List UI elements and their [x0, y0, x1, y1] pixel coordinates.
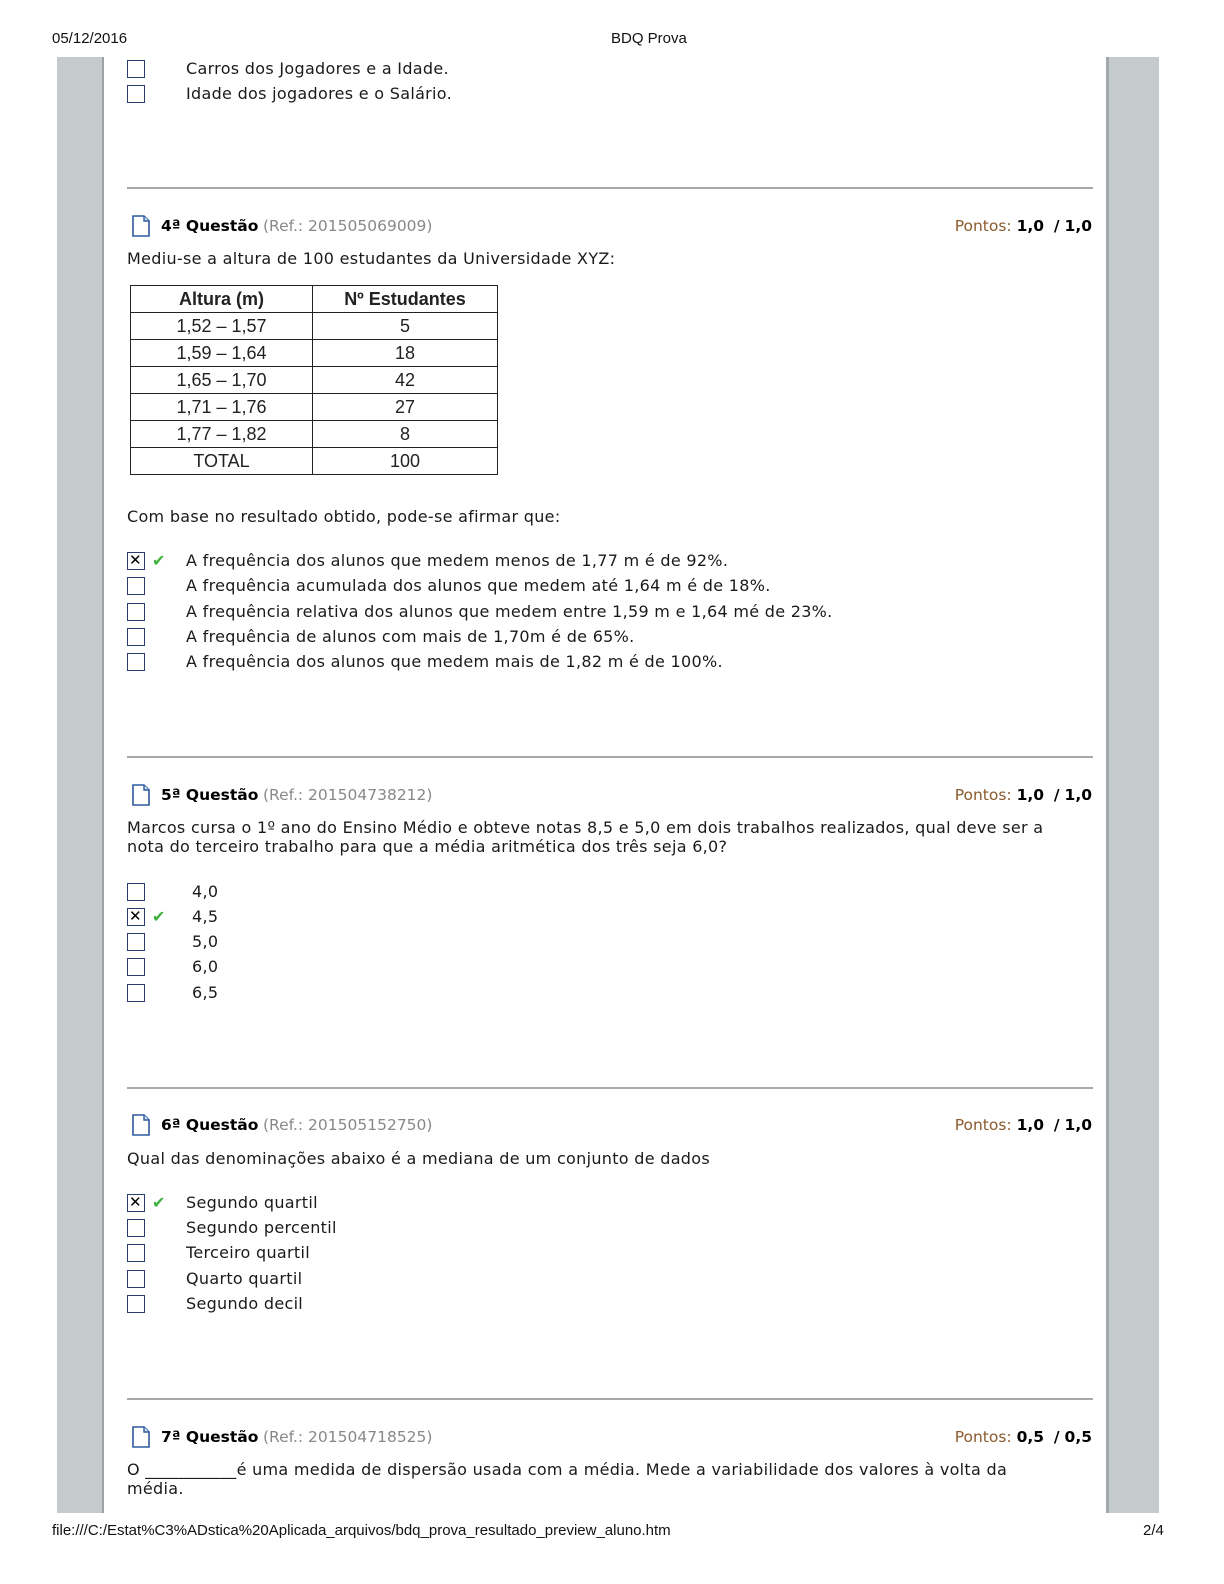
checkbox-checked[interactable] [127, 908, 145, 926]
option-label: Idade dos jogadores e o Salário. [186, 84, 452, 103]
table-cell: 8 [313, 421, 498, 448]
checkbox[interactable] [127, 1219, 145, 1237]
option-label: Terceiro quartil [186, 1243, 310, 1262]
checkbox[interactable] [127, 883, 145, 901]
checkbox[interactable] [127, 1270, 145, 1288]
question-divider [127, 187, 1093, 189]
points-label: Pontos: [954, 1116, 1012, 1134]
checkbox[interactable] [127, 603, 145, 621]
points-value: 1,0 [1016, 217, 1045, 235]
table-cell: TOTAL [131, 448, 313, 475]
q4-option-4[interactable] [127, 628, 927, 650]
option-label: A frequência de alunos com mais de 1,70m é de 65%. [186, 627, 635, 646]
right-gutter [1106, 57, 1159, 1513]
q6-option-4[interactable] [127, 1270, 527, 1292]
table-cell: 18 [313, 340, 498, 367]
q5-header [132, 786, 1092, 810]
points-label: Pontos: [954, 786, 1012, 804]
points-label: Pontos: [954, 217, 1012, 235]
print-page-number: 2/4 [1143, 1522, 1164, 1539]
q5-statement-line2: nota do terceiro trabalho para que a média aritmética dos três seja 6,0? [127, 837, 728, 856]
checkbox-checked[interactable] [127, 1194, 145, 1212]
option-label: A frequência dos alunos que medem menos de 1,77 m é de 92%. [186, 551, 729, 570]
question-divider [127, 1398, 1093, 1400]
option-label: 5,0 [192, 932, 219, 951]
table-total-row [131, 448, 498, 475]
checkbox[interactable] [127, 933, 145, 951]
option-label: A frequência acumulada dos alunos que medem até 1,64 m é de 18%. [186, 576, 771, 595]
table-row [131, 340, 498, 367]
question-divider [127, 1087, 1093, 1089]
points-separator: / [1053, 217, 1060, 235]
option-label: A frequência relativa dos alunos que medem entre 1,59 m e 1,64 mé de 23%. [186, 602, 833, 621]
q5-option-2[interactable] [127, 908, 427, 930]
checkbox[interactable] [127, 577, 145, 595]
q3-option-2[interactable] [127, 85, 627, 107]
option-label: 4,5 [192, 907, 219, 926]
points-separator: / [1053, 1116, 1060, 1134]
table-cell: 1,65 – 1,70 [131, 367, 313, 394]
points-value: 1,0 [1016, 1116, 1045, 1134]
print-date: 05/12/2016 [52, 30, 128, 47]
column-header: Altura (m) [131, 286, 313, 313]
q6-statement: Qual das denominações abaixo é a mediana de um conjunto de dados [127, 1149, 710, 1168]
q6-option-2[interactable] [127, 1219, 527, 1241]
option-label: Segundo percentil [186, 1218, 337, 1237]
q4-header [132, 217, 1092, 241]
table-row [131, 421, 498, 448]
points [955, 217, 1092, 235]
q6-header [132, 1116, 1092, 1140]
table-cell: 27 [313, 394, 498, 421]
option-label: 4,0 [192, 882, 219, 901]
question-ref: (Ref.: 201505152750) [263, 1116, 433, 1134]
question-ref: (Ref.: 201505069009) [263, 217, 433, 235]
height-frequency-table [130, 285, 498, 475]
table-cell: 100 [313, 448, 498, 475]
table-cell: 42 [313, 367, 498, 394]
checkbox-checked[interactable] [127, 552, 145, 570]
points [955, 1428, 1092, 1446]
q4-option-2[interactable] [127, 577, 927, 599]
document-icon [132, 215, 150, 237]
question-number: 5ª Questão [161, 786, 259, 804]
checkbox[interactable] [127, 1244, 145, 1262]
document-icon [132, 1426, 150, 1448]
table-header-row [131, 286, 498, 313]
option-label: Segundo quartil [186, 1193, 318, 1212]
question-ref: (Ref.: 201504718525) [263, 1428, 433, 1446]
points [955, 786, 1092, 804]
option-label: Carros dos Jogadores e a Idade. [186, 59, 449, 78]
points-max: 1,0 [1064, 1116, 1092, 1134]
q6-option-1[interactable] [127, 1194, 527, 1216]
points-max: 0,5 [1064, 1428, 1092, 1446]
q5-option-3[interactable] [127, 933, 427, 955]
points-value: 0,5 [1016, 1428, 1045, 1446]
document-icon [132, 784, 150, 806]
q7-statement-line2: média. [127, 1479, 184, 1498]
table-row [131, 394, 498, 421]
checkbox[interactable] [127, 85, 145, 103]
question-number: 4ª Questão [161, 217, 259, 235]
table-row [131, 367, 498, 394]
q4-option-1[interactable] [127, 552, 927, 574]
table-cell: 1,71 – 1,76 [131, 394, 313, 421]
q4-option-3[interactable] [127, 603, 927, 625]
q5-option-4[interactable] [127, 958, 427, 980]
points-separator: / [1053, 786, 1060, 804]
option-label: Quarto quartil [186, 1269, 303, 1288]
q4-prompt: Com base no resultado obtido, pode-se afirmar que: [127, 507, 561, 526]
checkbox[interactable] [127, 653, 145, 671]
points-max: 1,0 [1064, 217, 1092, 235]
option-label: 6,0 [192, 957, 219, 976]
q7-header [132, 1428, 1092, 1452]
table-cell: 1,77 – 1,82 [131, 421, 313, 448]
checkbox[interactable] [127, 958, 145, 976]
points-max: 1,0 [1064, 786, 1092, 804]
question-number: 6ª Questão [161, 1116, 259, 1134]
q3-option-1[interactable] [127, 60, 627, 82]
table-row [131, 313, 498, 340]
left-gutter [57, 57, 104, 1513]
table-cell: 1,52 – 1,57 [131, 313, 313, 340]
correct-check-icon: ✔ [152, 1193, 166, 1212]
points-label: Pontos: [954, 1428, 1012, 1446]
question-number: 7ª Questão [161, 1428, 259, 1446]
checkbox[interactable] [127, 984, 145, 1002]
question-ref: (Ref.: 201504738212) [263, 786, 433, 804]
table-cell: 5 [313, 313, 498, 340]
q5-option-1[interactable] [127, 883, 427, 905]
question-divider [127, 756, 1093, 758]
column-header: Nº Estudantes [313, 286, 498, 313]
correct-check-icon: ✔ [152, 551, 166, 570]
correct-check-icon: ✔ [152, 907, 166, 926]
table-cell: 1,59 – 1,64 [131, 340, 313, 367]
checkbox[interactable] [127, 1295, 145, 1313]
print-url: file:///C:/Estat%C3%ADstica%20Aplicada_arquivos/bdq_prova_resultado_preview_aluno.htm [52, 1522, 671, 1539]
q4-option-5[interactable] [127, 653, 927, 675]
q4-statement: Mediu-se a altura de 100 estudantes da Universidade XYZ: [127, 249, 616, 268]
q6-option-5[interactable] [127, 1295, 527, 1317]
points-separator: / [1053, 1428, 1060, 1446]
option-label: A frequência dos alunos que medem mais de 1,82 m é de 100%. [186, 652, 723, 671]
checkbox[interactable] [127, 628, 145, 646]
print-title: BDQ Prova [611, 30, 687, 47]
q5-option-5[interactable] [127, 984, 427, 1006]
points [955, 1116, 1092, 1134]
document-icon [132, 1114, 150, 1136]
points-value: 1,0 [1016, 786, 1045, 804]
checkbox[interactable] [127, 60, 145, 78]
option-label: Segundo decil [186, 1294, 304, 1313]
q6-option-3[interactable] [127, 1244, 527, 1266]
q7-statement-line1: O ___________é uma medida de dispersão usada com a média. Mede a variabilidade dos valores à volta da [127, 1460, 1008, 1479]
option-label: 6,5 [192, 983, 219, 1002]
q5-statement-line1: Marcos cursa o 1º ano do Ensino Médio e obteve notas 8,5 e 5,0 em dois trabalhos realizados, qual deve ser a [127, 818, 1044, 837]
